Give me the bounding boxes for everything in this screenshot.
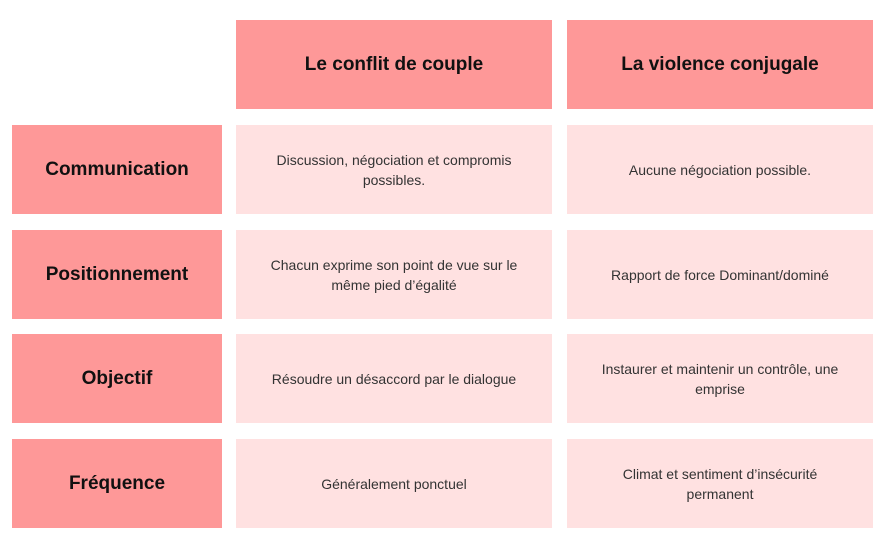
cell-frequence-couple-conflict: Généralement ponctuel (236, 439, 552, 528)
row-header-objectif: Objectif (12, 334, 222, 423)
row-header-communication: Communication (12, 125, 222, 214)
cell-positionnement-domestic-violence: Rapport de force Dominant/dominé (567, 230, 873, 319)
cell-communication-domestic-violence: Aucune négociation possible. (567, 125, 873, 214)
column-header-domestic-violence: La violence conjugale (567, 20, 873, 109)
cell-positionnement-couple-conflict: Chacun exprime son point de vue sur le même pied d’égalité (236, 230, 552, 319)
table-corner-empty (12, 20, 222, 109)
column-header-couple-conflict: Le conflit de couple (236, 20, 552, 109)
cell-frequence-domestic-violence: Climat et sentiment d’insécurité permanent (567, 439, 873, 528)
cell-communication-couple-conflict: Discussion, négociation et compromis possibles. (236, 125, 552, 214)
row-header-frequence: Fréquence (12, 439, 222, 528)
row-header-positionnement: Positionnement (12, 230, 222, 319)
cell-objectif-domestic-violence: Instaurer et maintenir un contrôle, une emprise (567, 334, 873, 423)
cell-objectif-couple-conflict: Résoudre un désaccord par le dialogue (236, 334, 552, 423)
